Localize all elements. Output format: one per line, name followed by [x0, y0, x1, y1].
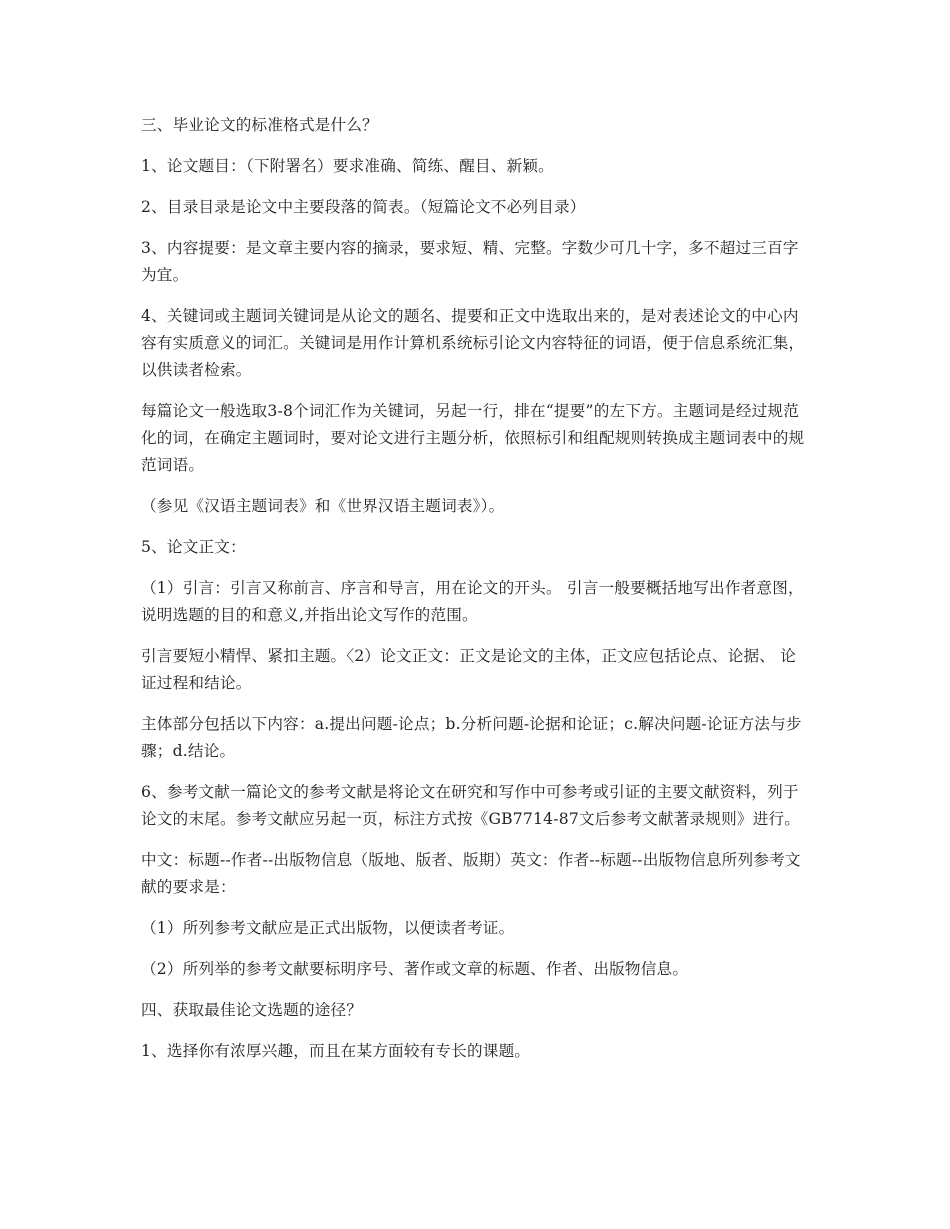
section-heading-4: 四、获取最佳论文选题的途径？ [141, 1001, 363, 1019]
paragraph-thesaurus-ref: （参见《汉语主题词表》和《世界汉语主题词表》）。 [141, 497, 505, 515]
paragraph-abstract: 3、内容提要：是文章主要内容的摘录，要求短、精、完整。字数少可几十字，多不超过三百字为宜。 [141, 239, 799, 284]
paragraph-reference-req-2: （2）所列举的参考文献要标明序号、著作或文章的标题、作者、出版物信息。 [141, 960, 689, 978]
paragraph-keywords: 4、关键词或主题词关键词是从论文的题名、提要和正文中选取出来的，是对表述论文的中心内容有实质意义的词汇。关键词是用作计算机系统标引论文内容特征的词语，便于信息系统汇集，以供读者检索。 [141, 307, 805, 379]
paragraph-toc: 2、目录目录是论文中主要段落的简表。（短篇论文不必列目录） [141, 198, 586, 216]
paragraph-body-heading: 5、论文正文： [141, 538, 246, 556]
document-page [141, 112, 811, 1079]
paragraph-keyword-selection: 每篇论文一般选取3-8个词汇作为关键词，另起一行，排在“提要”的左下方。主题词是经过规范化的词，在确定主题词时，要对论文进行主题分析，依照标引和组配规则转换成主题词表中的规范词语。 [141, 402, 805, 474]
paragraph-body-contents: 主体部分包括以下内容：a.提出问题-论点；b.分析问题-论据和论证；c.解决问题-论证方法与步骤；d.结论。 [141, 715, 802, 760]
paragraph-title: 1、论文题目：（下附署名）要求准确、简练、醒目、新颖。 [141, 157, 554, 175]
paragraph-topic-selection-1: 1、选择你有浓厚兴趣，而且在某方面较有专长的课题。 [141, 1042, 531, 1060]
section-heading-3: 三、毕业论文的标准格式是什么？ [141, 116, 378, 134]
paragraph-reference-format: 中文：标题--作者--出版物信息（版地、版者、版期）英文：作者--标题--出版物信息所列参考文献的要求是： [141, 851, 801, 896]
paragraph-main-body: 引言要短小精悍、紧扣主题。〈2）论文正文：正文是论文的主体，正文应包括论点、论据、 论证过程和结论。 [141, 647, 797, 692]
paragraph-reference-req-1: （1）所列参考文献应是正式出版物，以便读者考证。 [141, 919, 515, 937]
paragraph-references: 6、参考文献一篇论文的参考文献是将论文在研究和写作中可参考或引证的主要文献资料，列于论文的末尾。参考文献应另起一页，标注方式按《GB7714-87文后参考文献著录规则》进行。 [141, 783, 801, 828]
paragraph-introduction: （1）引言：引言又称前言、序言和导言，用在论文的开头。 引言一般要概括地写出作者意图，说明选题的目的和意义,并指出论文写作的范围。 [141, 579, 804, 624]
